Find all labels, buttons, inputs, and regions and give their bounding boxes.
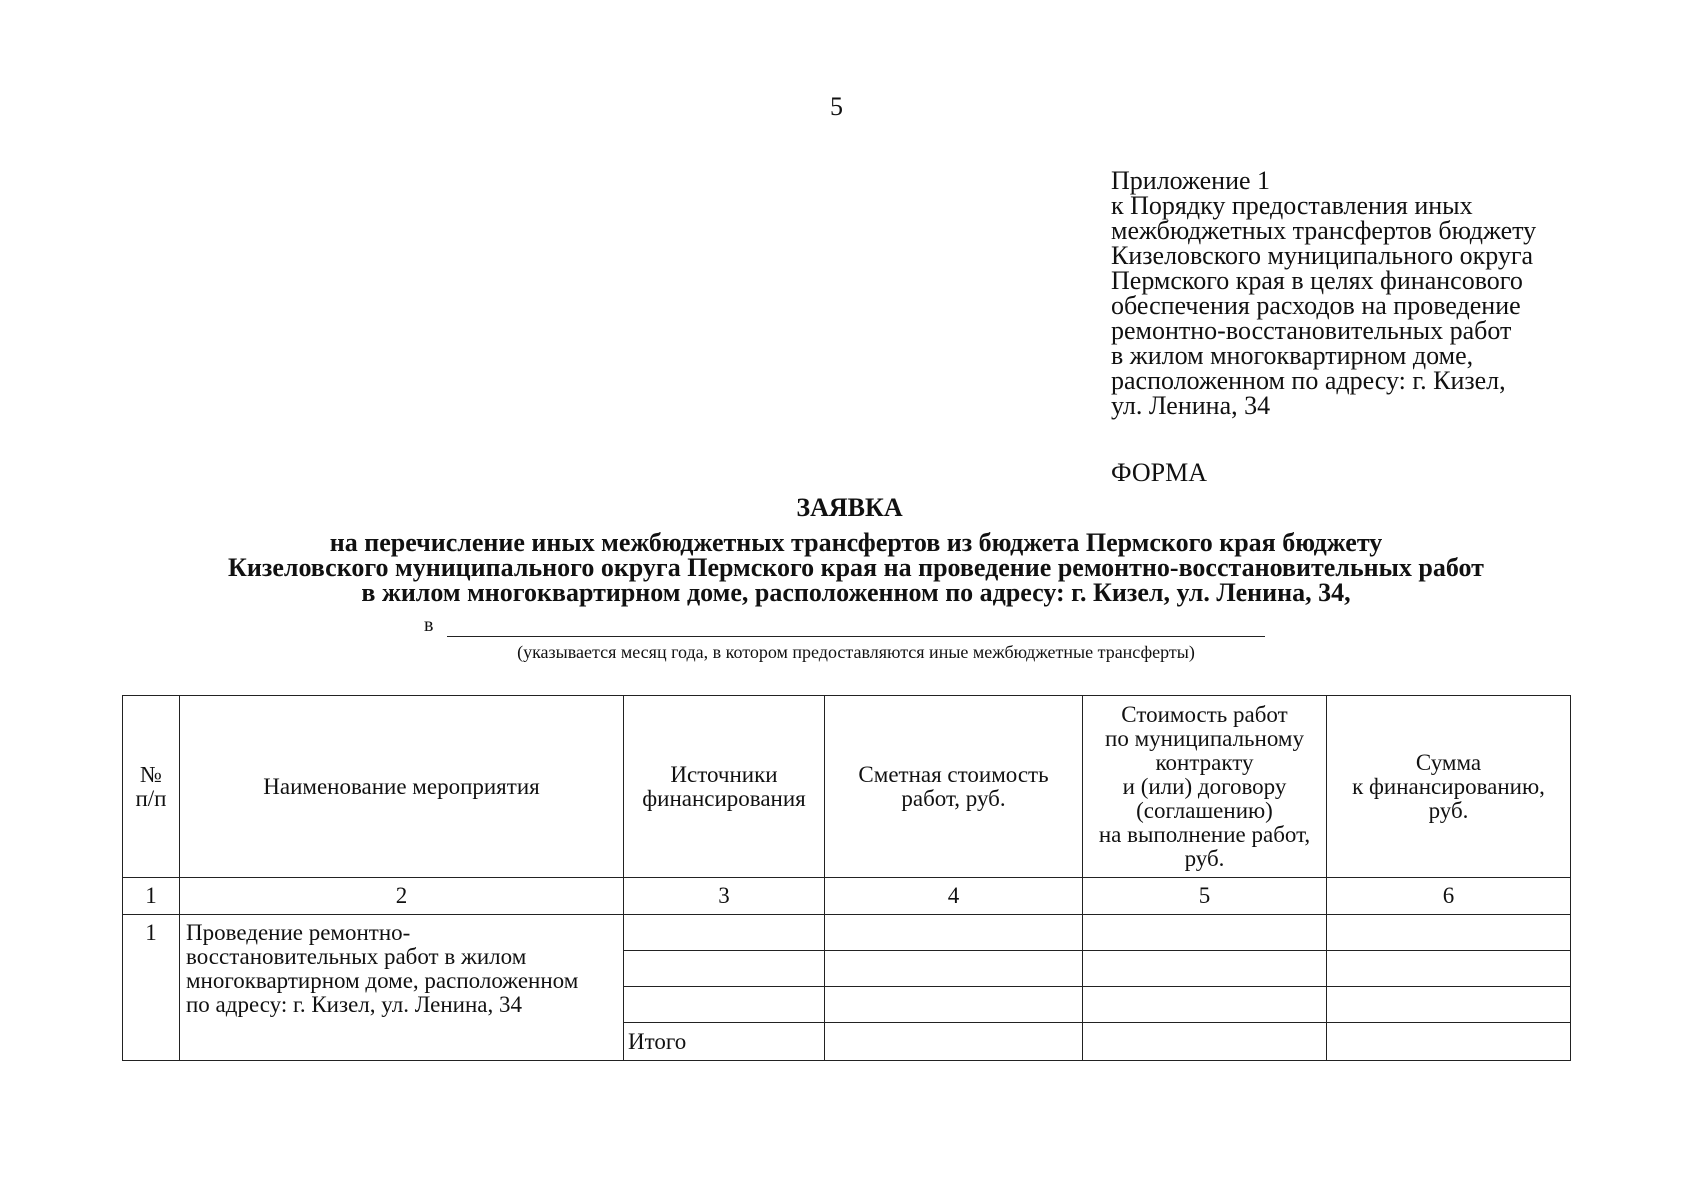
subtitle-line: Кизеловского муниципального округа Пермского края на проведение ремонтно-восстановительных работ [228, 553, 1484, 582]
contract-cost-cell[interactable] [1083, 987, 1327, 1023]
appendix-line: Кизеловского муниципального округа [1111, 241, 1534, 270]
appendix-note [1111, 168, 1591, 418]
appendix-line: Пермского края в целях финансового [1111, 266, 1523, 295]
funding-source-cell[interactable] [624, 987, 825, 1023]
column-number: 3 [624, 878, 825, 915]
estimated-cost-cell[interactable] [825, 951, 1083, 987]
total-label: Итого [624, 1023, 825, 1061]
month-prefix: в [424, 614, 434, 636]
subtitle-line: на перечисление иных межбюджетных трансфертов из бюджета Пермского края бюджету [329, 528, 1383, 557]
column-number: 1 [123, 878, 180, 915]
funding-source-cell[interactable] [624, 915, 825, 951]
request-table [122, 695, 1571, 1061]
header-event-name: Наименование мероприятия [180, 696, 624, 878]
header-amount-to-finance: Сумма к финансированию, руб. [1327, 696, 1571, 878]
appendix-line: межбюджетных трансфертов бюджету [1111, 216, 1537, 245]
amount-total-cell[interactable] [1327, 1023, 1571, 1061]
appendix-line: в жилом многоквартирном доме, [1111, 341, 1474, 370]
subtitle-line: в жилом многоквартирном доме, расположенном по адресу: г. Кизел, ул. Ленина, 34, [361, 578, 1351, 607]
header-funding-sources: Источники финансирования [624, 696, 825, 878]
document-subtitle [100, 530, 1612, 605]
estimated-cost-total-cell[interactable] [825, 1023, 1083, 1061]
month-hint: (указывается месяц года, в котором предоставляются иные межбюджетные трансферты) [517, 642, 1195, 662]
column-number: 6 [1327, 878, 1571, 915]
document-title: ЗАЯВКА [796, 493, 903, 522]
row-event-name: Проведение ремонтно- восстановительных работ в жилом многоквартирном доме, расположенном по адресу: г. Кизел, ул. Ленина, 34 [180, 915, 624, 1061]
appendix-line: расположенном по адресу: г. Кизел, [1111, 366, 1506, 395]
contract-cost-cell[interactable] [1083, 915, 1327, 951]
estimated-cost-cell[interactable] [825, 987, 1083, 1023]
amount-cell[interactable] [1327, 987, 1571, 1023]
page-number: 5 [830, 92, 843, 121]
table-row [123, 915, 1571, 951]
column-number-row [123, 878, 1571, 915]
column-number: 2 [180, 878, 624, 915]
appendix-line: обеспечения расходов на проведение [1111, 291, 1521, 320]
contract-cost-cell[interactable] [1083, 951, 1327, 987]
amount-cell[interactable] [1327, 915, 1571, 951]
row-index: 1 [123, 915, 180, 1061]
header-estimated-cost: Сметная стоимость работ, руб. [825, 696, 1083, 878]
estimated-cost-cell[interactable] [825, 915, 1083, 951]
form-label: ФОРМА [1111, 458, 1207, 487]
header-contract-cost: Стоимость работ по муниципальному контракту и (или) договору (соглашению) на выполнение работ, руб. [1083, 696, 1327, 878]
column-number: 4 [825, 878, 1083, 915]
appendix-line: Приложение 1 [1111, 166, 1271, 195]
column-number: 5 [1083, 878, 1327, 915]
contract-cost-total-cell[interactable] [1083, 1023, 1327, 1061]
appendix-line: к Порядку предоставления иных [1111, 191, 1473, 220]
table-header-row [123, 696, 1571, 878]
appendix-line: ремонтно-восстановительных работ [1111, 316, 1512, 345]
appendix-line: ул. Ленина, 34 [1111, 391, 1271, 420]
header-number: № п/п [123, 696, 180, 878]
amount-cell[interactable] [1327, 951, 1571, 987]
month-blank-field[interactable] [447, 636, 1265, 637]
funding-source-cell[interactable] [624, 951, 825, 987]
